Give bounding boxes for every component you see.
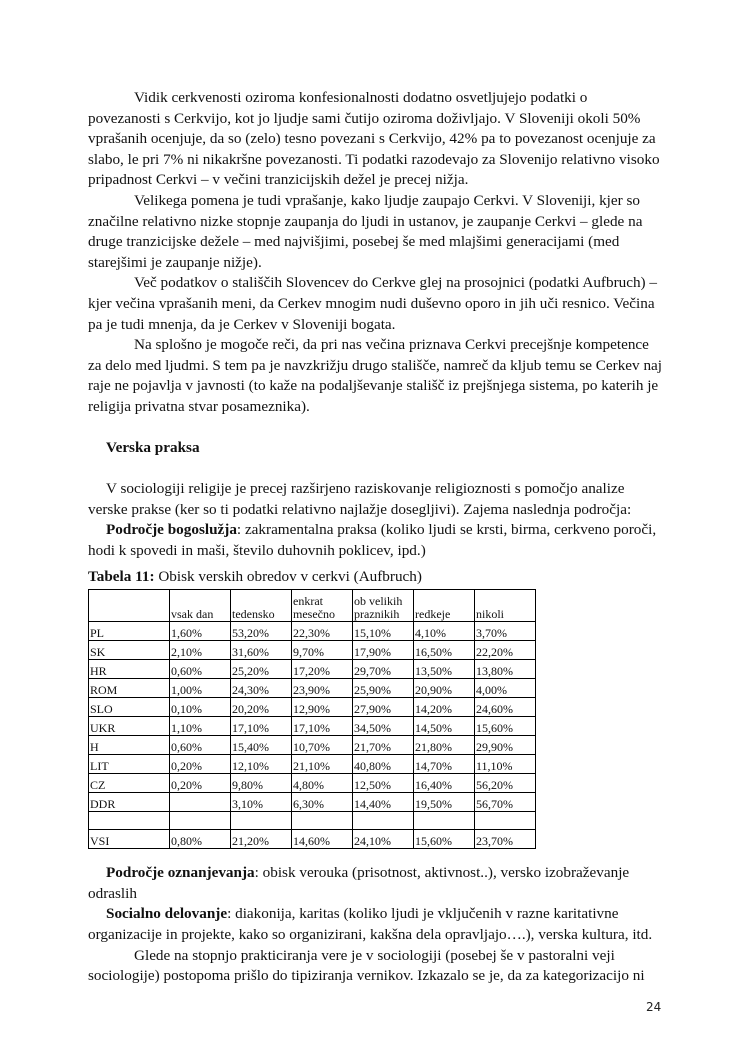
table-cell: DDR xyxy=(89,793,170,812)
table-cell: 12,50% xyxy=(353,774,414,793)
table-cell: VSI xyxy=(89,830,170,849)
header-cell-empty xyxy=(89,590,170,622)
table-cell: 22,30% xyxy=(292,622,353,641)
table-cell: 27,90% xyxy=(353,698,414,717)
table-row xyxy=(89,641,536,660)
text-socialno: : diakonija, karitas (koliko ljudi je vključenih v razne karitativne organizacije in projekte, kako so organizirani, kakšna dela opravljajo….), verska kultura, itd. xyxy=(88,905,653,944)
term-bogosluzje: Področje bogoslužja xyxy=(106,521,237,539)
table-cell: 19,50% xyxy=(414,793,475,812)
paragraph-socialno xyxy=(88,904,663,945)
table-cell: 0,20% xyxy=(170,755,231,774)
table-cell: 29,90% xyxy=(475,736,536,755)
header-cell-vsak-dan: vsak dan xyxy=(170,590,231,622)
table-row xyxy=(89,622,536,641)
table-cell: 56,20% xyxy=(475,774,536,793)
table-cell: 11,10% xyxy=(475,755,536,774)
table-body xyxy=(89,622,536,812)
table-cell: PL xyxy=(89,622,170,641)
document-page xyxy=(88,88,663,987)
table-cell xyxy=(170,793,231,812)
table-row xyxy=(89,717,536,736)
table-cell: 4,00% xyxy=(475,679,536,698)
table-cell: 13,50% xyxy=(414,660,475,679)
attendance-table xyxy=(88,589,536,849)
table-cell: H xyxy=(89,736,170,755)
table-cell: 23,70% xyxy=(475,830,536,849)
table-cell: 25,20% xyxy=(231,660,292,679)
table-cell: 23,90% xyxy=(292,679,353,698)
table-cell: 3,70% xyxy=(475,622,536,641)
table-cell: 21,70% xyxy=(353,736,414,755)
paragraph-intro: V sociologiji religije je precej razširjeno raziskovanje religioznosti s pomočjo analize verske prakse (ker so ti podatki relativno najlažje dosegljivi). Zajema naslednja področja: xyxy=(88,480,632,518)
table-row xyxy=(89,679,536,698)
table-cell: CZ xyxy=(89,774,170,793)
table-cell: 20,90% xyxy=(414,679,475,698)
table-cell: 31,60% xyxy=(231,641,292,660)
paragraph-stalisca: Več podatkov o stališčih Slovencev do Cerkve glej na prosojnici (podatki Aufbruch) – kjer večina vprašanih meni, da Cerkev mnogim nudi duševno oporo in jih uči resnico. Večina pa je tudi mnenja, da je Cerkev v Sloveniji bogata. xyxy=(88,274,658,333)
table-cell: 0,20% xyxy=(170,774,231,793)
table-cell: 10,70% xyxy=(292,736,353,755)
table-cell: 22,20% xyxy=(475,641,536,660)
table-cell: 34,50% xyxy=(353,717,414,736)
table-cell: 16,40% xyxy=(414,774,475,793)
table-header-row xyxy=(89,590,536,622)
table-cell: 4,10% xyxy=(414,622,475,641)
table-cell: 25,90% xyxy=(353,679,414,698)
table-cell: 15,10% xyxy=(353,622,414,641)
table-cell: 1,60% xyxy=(170,622,231,641)
table-row xyxy=(89,755,536,774)
table-cell: 24,10% xyxy=(353,830,414,849)
table-cell: 24,60% xyxy=(475,698,536,717)
table-cell: 16,50% xyxy=(414,641,475,660)
table-cell: 40,80% xyxy=(353,755,414,774)
table-cell: 21,20% xyxy=(231,830,292,849)
paragraph-zaupanje: Velikega pomena je tudi vprašanje, kako ljudje zaupajo Cerkvi. V Sloveniji, kjer so značilne relativno nizke stopnje zaupanja do ljudi in ustanov, je zaupanje Cerkvi – glede na druge tranzicijske dežele – med najvišjimi, posebej še med mlajšimi generacijami (med starejšimi je zaupanje nižje). xyxy=(88,191,643,271)
table-cell: 9,70% xyxy=(292,641,353,660)
table-cell: UKR xyxy=(89,717,170,736)
table-row-blank xyxy=(89,812,536,830)
paragraph-kompetence: Na splošno je mogoče reči, da pri nas večina priznava Cerkvi precejšnje kompetence za delo med ljudmi. S tem pa je navzkrižju drugo stališče, namreč da kljub temu se Cerkev naj raje ne pojavlja v javnosti (to kaže na podaljševanje stališč iz prejšnjega sistema, po katerih je religija privatna stvar posameznika). xyxy=(88,336,662,415)
table-cell: 12,10% xyxy=(231,755,292,774)
table-cell: SK xyxy=(89,641,170,660)
paragraph-povezanost: Vidik cerkvenosti oziroma konfesionalnosti dodatno osvetljujejo podatki o povezanosti s Cerkvijo, kot jo ljudje sami čutijo oziroma doživljajo. V Sloveniji okoli 50% vprašanih ocenjuje, da so (zelo) tesno povezani s Cerkvijo, 42% pa to povezanost ocenjuje za slabo, le pri 7% ni nikakršne povezanosti. Ti podatki razodevajo za Slovenijo relativno visoko pripadnost Cerkvi – v večini tranzicijskih dežel je precej nižja. xyxy=(88,89,660,189)
table-cell: 17,20% xyxy=(292,660,353,679)
table-cell: 12,90% xyxy=(292,698,353,717)
table-cell: 53,20% xyxy=(231,622,292,641)
paragraph-bogosluzje xyxy=(88,520,663,561)
table-cell: 20,20% xyxy=(231,698,292,717)
table-cell: 24,30% xyxy=(231,679,292,698)
paragraph-oznanjevanje xyxy=(88,863,663,904)
table-cell: 17,90% xyxy=(353,641,414,660)
table-cell: 4,80% xyxy=(292,774,353,793)
term-oznanjevanje: Področje oznanjevanja xyxy=(106,864,255,882)
table-cell: 0,80% xyxy=(170,830,231,849)
header-cell-nikoli: nikoli xyxy=(475,590,536,622)
table-cell: 17,10% xyxy=(231,717,292,736)
table-cell: 14,40% xyxy=(353,793,414,812)
table-cell: SLO xyxy=(89,698,170,717)
table-cell: 0,60% xyxy=(170,736,231,755)
table-row-total xyxy=(89,830,536,849)
table-caption-label: Tabela 11: xyxy=(88,567,155,585)
table-cell: 13,80% xyxy=(475,660,536,679)
table-cell: 29,70% xyxy=(353,660,414,679)
table-caption xyxy=(88,567,663,588)
table-cell: 56,70% xyxy=(475,793,536,812)
table-cell: 14,70% xyxy=(414,755,475,774)
table-cell: 15,60% xyxy=(475,717,536,736)
text-bogosluzje: : zakramentalna praksa (koliko ljudi se krsti, birma, cerkveno poroči, hodi k spovedi in maši, število duhovnih poklicev, ipd.) xyxy=(88,521,657,560)
table-cell: 21,10% xyxy=(292,755,353,774)
table-cell: HR xyxy=(89,660,170,679)
table-cell: 15,60% xyxy=(414,830,475,849)
table-row xyxy=(89,698,536,717)
header-cell-redkeje: redkeje xyxy=(414,590,475,622)
table-cell: 15,40% xyxy=(231,736,292,755)
header-cell-tedensko: tedensko xyxy=(231,590,292,622)
table-cell: 14,20% xyxy=(414,698,475,717)
table-caption-text: Obisk verskih obredov v cerkvi (Aufbruch) xyxy=(154,567,422,585)
header-cell-enkrat-mesecno: enkrat mesečno xyxy=(292,590,353,622)
header-cell-ob-velikih-praznikih: ob velikih praznikih xyxy=(353,590,414,622)
text-oznanjevanje: : obisk verouka (prisotnost, aktivnost..), versko izobraževanje odraslih xyxy=(88,864,630,902)
table-row xyxy=(89,774,536,793)
table-row xyxy=(89,793,536,812)
table-row xyxy=(89,736,536,755)
table-row xyxy=(89,660,536,679)
table-cell: 6,30% xyxy=(292,793,353,812)
table-cell: 21,80% xyxy=(414,736,475,755)
table-cell: 0,60% xyxy=(170,660,231,679)
table-cell: LIT xyxy=(89,755,170,774)
table-cell: 14,50% xyxy=(414,717,475,736)
table-cell: 9,80% xyxy=(231,774,292,793)
page-number: 24 xyxy=(646,1000,662,1014)
table-cell: 2,10% xyxy=(170,641,231,660)
table-cell: 1,00% xyxy=(170,679,231,698)
table-cell: 1,10% xyxy=(170,717,231,736)
term-socialno: Socialno delovanje xyxy=(106,905,228,923)
section-heading: Verska praksa xyxy=(106,439,200,457)
table-cell: 14,60% xyxy=(292,830,353,849)
table-cell: ROM xyxy=(89,679,170,698)
table-cell: 0,10% xyxy=(170,698,231,717)
table-cell: 17,10% xyxy=(292,717,353,736)
table-cell: 3,10% xyxy=(231,793,292,812)
paragraph-closing: Glede na stopnjo prakticiranja vere je v sociologiji (posebej še v pastoralni veji sociologije) postopoma prišlo do tipiziranja vernikov. Izkazalo se je, da za kategorizacijo ni xyxy=(88,946,645,985)
